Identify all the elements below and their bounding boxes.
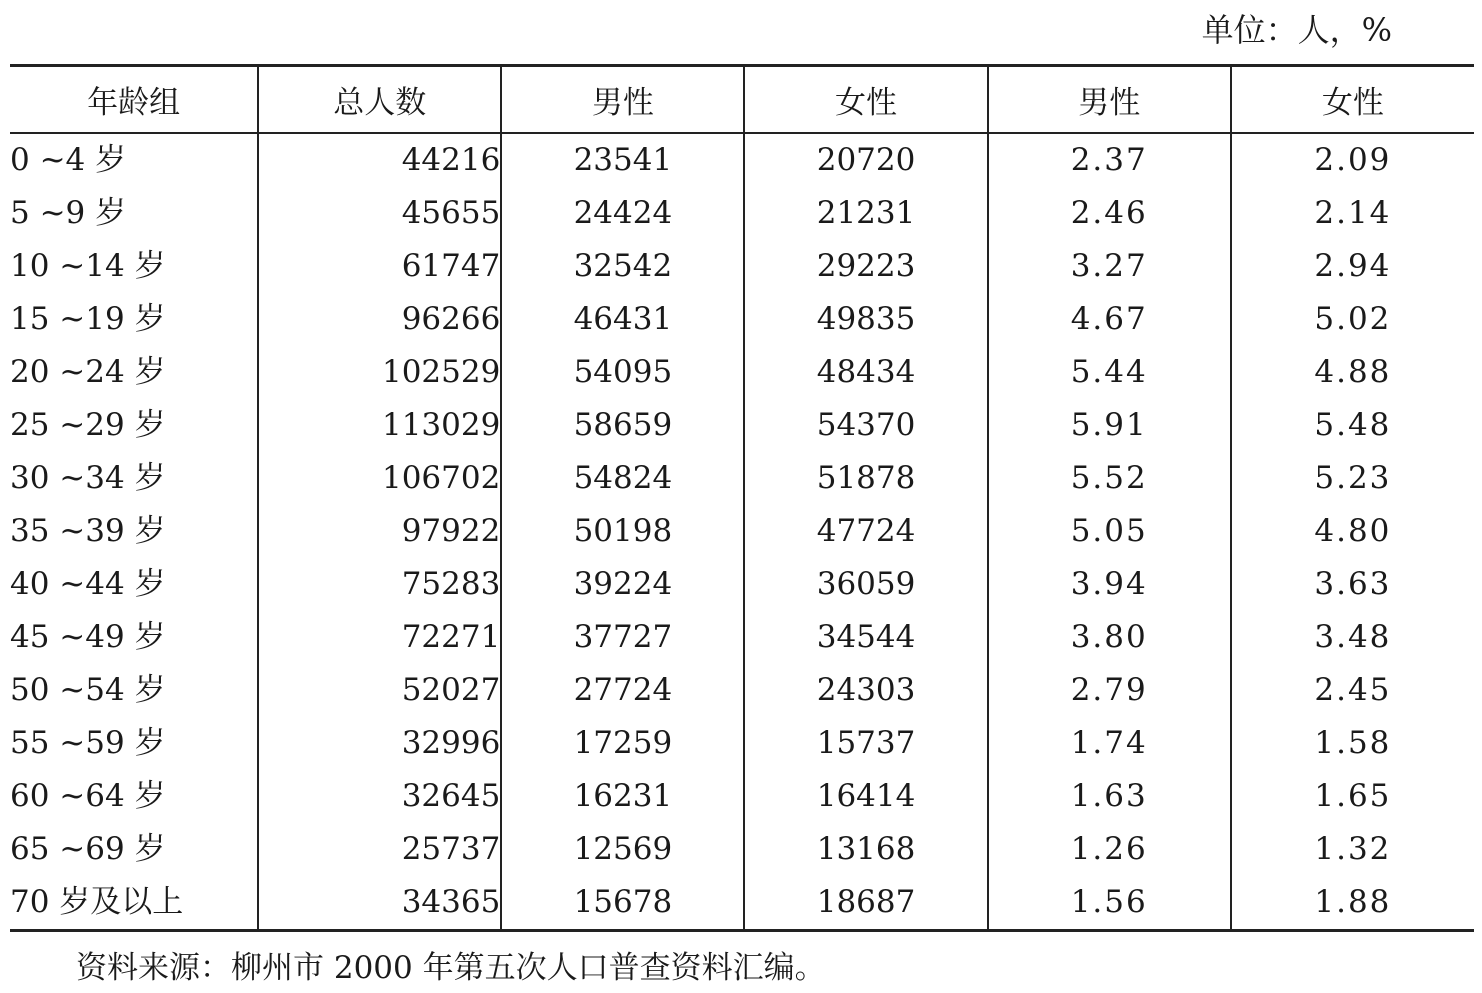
cell-female: 20720 (744, 133, 987, 187)
cell-total: 102529 (258, 346, 501, 399)
table-row (10, 452, 1474, 505)
cell-female-percent: 2.45 (1231, 664, 1474, 717)
cell-total: 97922 (258, 505, 501, 558)
table-row (10, 876, 1474, 931)
cell-male: 32542 (501, 240, 744, 293)
cell-female-percent: 1.88 (1231, 876, 1474, 931)
cell-female: 51878 (744, 452, 987, 505)
cell-age-group: 5 ~9 岁 (10, 195, 127, 231)
cell-male-percent: 1.56 (988, 876, 1231, 931)
cell-female: 24303 (744, 664, 987, 717)
cell-female: 18687 (744, 876, 987, 931)
header-total: 总人数 (258, 66, 501, 134)
cell-female: 29223 (744, 240, 987, 293)
cell-female-percent: 4.88 (1231, 346, 1474, 399)
table-row (10, 823, 1474, 876)
cell-male: 17259 (501, 717, 744, 770)
cell-age-group: 10 ~14 岁 (10, 248, 166, 284)
unit-label: 单位：人，% (1201, 11, 1392, 49)
cell-male: 39224 (501, 558, 744, 611)
cell-male-percent: 4.67 (988, 293, 1231, 346)
cell-total: 34365 (258, 876, 501, 931)
cell-male-percent: 5.44 (988, 346, 1231, 399)
cell-male: 24424 (501, 187, 744, 240)
cell-total: 25737 (258, 823, 501, 876)
cell-total: 113029 (258, 399, 501, 452)
table-row (10, 133, 1474, 187)
header-male-percent: 男性 (988, 66, 1231, 134)
cell-male: 58659 (501, 399, 744, 452)
cell-total: 32645 (258, 770, 501, 823)
cell-female-percent: 5.23 (1231, 452, 1474, 505)
source-note: 资料来源：柳州市 2000 年第五次人口普查资料汇编。 (76, 950, 826, 986)
cell-male: 23541 (501, 133, 744, 187)
cell-age-group: 60 ~64 岁 (10, 778, 166, 814)
table-row (10, 293, 1474, 346)
header-male: 男性 (501, 66, 744, 134)
cell-female: 34544 (744, 611, 987, 664)
cell-male: 15678 (501, 876, 744, 931)
cell-male-percent: 3.94 (988, 558, 1231, 611)
cell-total: 72271 (258, 611, 501, 664)
cell-age-group: 45 ~49 岁 (10, 619, 166, 655)
header-age-group: 年龄组 (10, 66, 258, 134)
cell-female-percent: 3.63 (1231, 558, 1474, 611)
cell-total: 32996 (258, 717, 501, 770)
cell-female: 16414 (744, 770, 987, 823)
cell-female: 48434 (744, 346, 987, 399)
cell-male-percent: 2.37 (988, 133, 1231, 187)
cell-male: 54095 (501, 346, 744, 399)
cell-age-group: 25 ~29 岁 (10, 407, 166, 443)
cell-female-percent: 2.09 (1231, 133, 1474, 187)
cell-female: 49835 (744, 293, 987, 346)
table-row (10, 611, 1474, 664)
cell-female: 15737 (744, 717, 987, 770)
cell-male-percent: 1.26 (988, 823, 1231, 876)
cell-male: 37727 (501, 611, 744, 664)
cell-male: 16231 (501, 770, 744, 823)
population-table (10, 64, 1474, 932)
table-row (10, 717, 1474, 770)
cell-female: 36059 (744, 558, 987, 611)
cell-female-percent: 5.48 (1231, 399, 1474, 452)
cell-male: 27724 (501, 664, 744, 717)
cell-total: 44216 (258, 133, 501, 187)
cell-male-percent: 5.91 (988, 399, 1231, 452)
cell-male: 54824 (501, 452, 744, 505)
header-female-percent: 女性 (1231, 66, 1474, 134)
cell-male: 50198 (501, 505, 744, 558)
table-header-row (10, 66, 1474, 134)
cell-male: 12569 (501, 823, 744, 876)
cell-male-percent: 2.79 (988, 664, 1231, 717)
cell-age-group: 65 ~69 岁 (10, 831, 166, 867)
table-row (10, 240, 1474, 293)
cell-total: 45655 (258, 187, 501, 240)
cell-female-percent: 5.02 (1231, 293, 1474, 346)
cell-total: 75283 (258, 558, 501, 611)
cell-female: 47724 (744, 505, 987, 558)
cell-female-percent: 2.94 (1231, 240, 1474, 293)
table-row (10, 505, 1474, 558)
cell-male-percent: 3.27 (988, 240, 1231, 293)
cell-age-group: 55 ~59 岁 (10, 725, 166, 761)
cell-total: 52027 (258, 664, 501, 717)
cell-female-percent: 1.65 (1231, 770, 1474, 823)
table-body (10, 133, 1474, 931)
cell-female-percent: 4.80 (1231, 505, 1474, 558)
cell-female: 21231 (744, 187, 987, 240)
cell-female: 13168 (744, 823, 987, 876)
cell-male: 46431 (501, 293, 744, 346)
table-row (10, 558, 1474, 611)
cell-female-percent: 2.14 (1231, 187, 1474, 240)
cell-male-percent: 5.52 (988, 452, 1231, 505)
cell-age-group: 35 ~39 岁 (10, 513, 166, 549)
cell-female: 54370 (744, 399, 987, 452)
cell-male-percent: 1.63 (988, 770, 1231, 823)
cell-female-percent: 1.58 (1231, 717, 1474, 770)
cell-age-group: 15 ~19 岁 (10, 301, 166, 337)
cell-age-group: 40 ~44 岁 (10, 566, 166, 602)
cell-female-percent: 1.32 (1231, 823, 1474, 876)
table-row (10, 399, 1474, 452)
table-row (10, 664, 1474, 717)
table-row (10, 770, 1474, 823)
cell-age-group: 20 ~24 岁 (10, 354, 166, 390)
cell-total: 106702 (258, 452, 501, 505)
cell-female-percent: 3.48 (1231, 611, 1474, 664)
cell-male-percent: 1.74 (988, 717, 1231, 770)
cell-age-group: 70 岁及以上 (10, 876, 258, 931)
table-row (10, 346, 1474, 399)
cell-male-percent: 2.46 (988, 187, 1231, 240)
cell-total: 96266 (258, 293, 501, 346)
cell-age-group: 0 ~4 岁 (10, 142, 127, 178)
header-female: 女性 (744, 66, 987, 134)
cell-age-group: 30 ~34 岁 (10, 460, 166, 496)
cell-male-percent: 5.05 (988, 505, 1231, 558)
cell-age-group: 50 ~54 岁 (10, 672, 166, 708)
cell-total: 61747 (258, 240, 501, 293)
cell-male-percent: 3.80 (988, 611, 1231, 664)
table-row (10, 187, 1474, 240)
